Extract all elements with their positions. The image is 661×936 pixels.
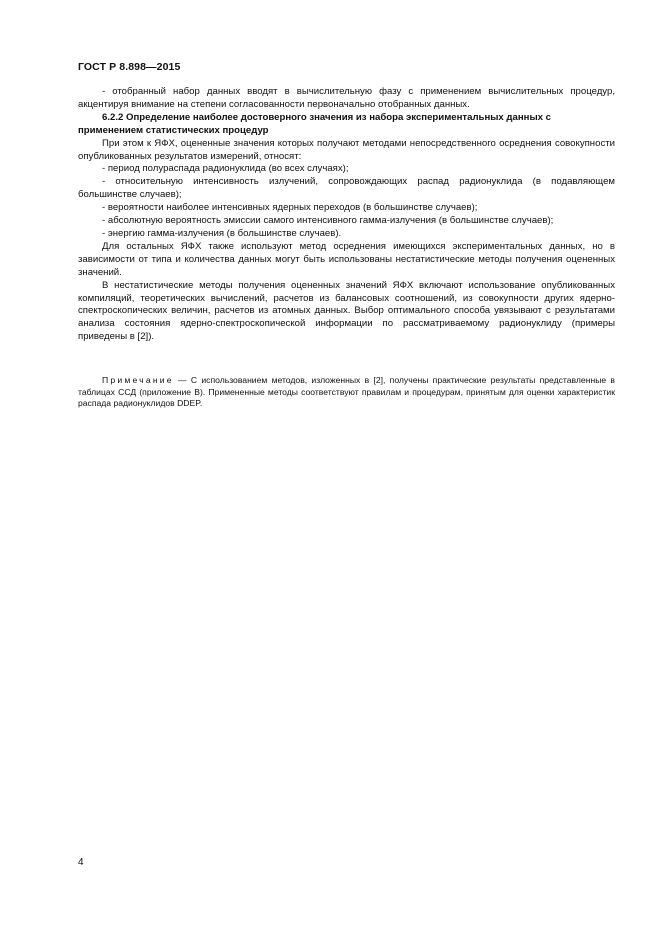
paragraph-other-nuclear-characteristics: Для остальных ЯФХ также используют метод осреднения имеющихся экспериментальных данных, но в зависимости от типа и количества данных могут быть использованы нестатистические методы получения оцененных значений. <box>78 240 615 278</box>
section-heading-6-2-2: 6.2.2 Определение наиболее достоверного значения из набора экспериментальных данных с применением статистических процедур <box>78 111 551 136</box>
document-code-header: ГОСТ Р 8.898—2015 <box>78 61 181 73</box>
paragraph-selected-data: - отобранный набор данных вводят в вычислительную фазу с применением вычислительных процедур, акцентируя внимание на степени согласованности первоначально отобранных данных. <box>78 86 615 110</box>
page-number: 4 <box>78 857 84 868</box>
note-text: — С использованием методов, изложенных в [2], получены практические результаты представленные в таблицах ССД (приложение В). Примененные методы соответствуют правилам и процедурам, принятым для оценки характеристик распада радионуклидов DDEP. <box>78 374 615 409</box>
note-label: Примечание <box>102 374 174 385</box>
list-item: - относительную интенсивность излучений, сопровождающих распад радионуклида (в подавляющем большинстве случаев); <box>78 176 615 201</box>
paragraph-direct-averaging: При этом к ЯФХ, оцененные значения которых получают методами непосредственного осреднения совокупности опубликованных результатов измерений, относят: <box>78 137 615 162</box>
list-item: - вероятности наиболее интенсивных ядерных переходов (в большинстве случаев); <box>102 202 478 214</box>
list-item: - абсолютную вероятность эмиссии самого интенсивного гамма-излучения (в большинстве случаев); <box>102 215 554 227</box>
paragraph-nonstatistical-methods: В нестатистические методы получения оцененных значений ЯФХ включают использование опубликованных компиляций, теоретических вычислений, расчетов из балансовых соотношений, из совокупности других ядерно-спектроскопических величин, расчетов из атомных данных. Выбор оптимального способа увязывают с результатами анализа состояния ядерно-спектроскопической информации по рассматриваемому радионуклиду (примеры приведены в [2]). <box>78 279 615 343</box>
note-block <box>78 375 615 411</box>
list-item: - период полураспада радионуклида (во всех случаях); <box>102 163 349 175</box>
list-item: - энергию гамма-излучения (в большинстве случаев). <box>102 227 342 239</box>
main-text <box>78 86 615 344</box>
